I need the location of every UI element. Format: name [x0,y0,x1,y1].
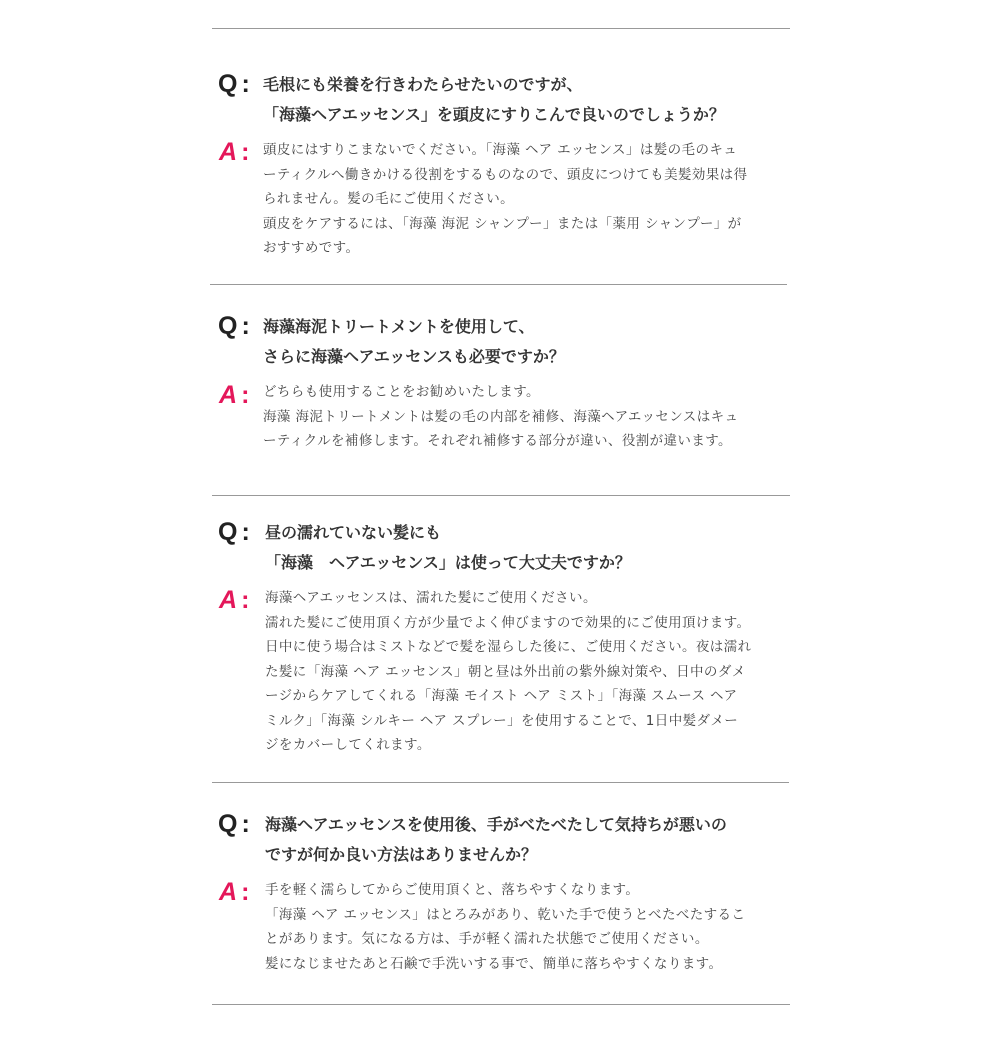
answer-marker: A : [219,138,250,166]
answer-line: られません。髪の毛にご使用ください。 [263,191,515,207]
answer-line: 髪になじませたあと石鹸で手洗いする事で、簡単に落ちやすくなります。 [265,955,723,972]
question-line: 海藻海泥トリートメントを使用して、 [263,317,535,336]
answer-line: どちらも使用することをお勧めいたします。 [263,384,540,400]
divider-bottom [212,1004,790,1005]
answer-line: 頭皮にはすりこまないでください。「海藻 ヘア エッセンス」は髪の毛のキュ [263,142,738,158]
answer-marker: A : [219,586,250,614]
answer-text [263,138,747,261]
answer-line: ーティクルへ働きかける役割をするものなので、頭皮につけても美髪効果は得 [263,166,748,183]
answer-line: 日中に使う場合はミストなどで髪を湿らした後に、ご使用ください。夜は濡れ [265,639,752,655]
question-line: 海藻ヘアエッセンスを使用後、手がべたべたして気持ちが悪いの [265,815,727,834]
answer-text [265,878,745,976]
answer-line: ジをカバーしてくれます。 [265,737,431,753]
question-line: 毛根にも栄養を行きわたらせたいのですが、 [263,75,583,94]
question-line: 「海藻ヘアエッセンス」を頭皮にすりこんで良いのでしょうか？ [263,105,725,124]
answer-line: 海藻ヘアエッセンスは、濡れた髪にご使用ください。 [265,590,597,606]
question-text [265,518,631,578]
question-line: さらに海藻ヘアエッセンスも必要ですか？ [263,347,565,366]
answer-line: 「海藻 ヘア エッセンス」はとろみがあり、乾いた手で使うとべたべたするこ [265,906,746,923]
answer-line: た髪に「海藻 ヘア エッセンス」朝と昼は外出前の紫外線対策や、日中のダメ [265,663,746,680]
question-marker: Q : [218,312,250,340]
answer-line: おすすめです。 [263,240,360,256]
answer-marker: A : [219,381,250,409]
divider-1 [210,284,787,285]
answer-line: 海藻 海泥トリートメントは髪の毛の内部を補修、海藻ヘアエッセンスはキュ [263,408,739,425]
answer-line: 頭皮をケアするには、「海藻 海泥 シャンプー」または「薬用 シャンプー」が [263,215,742,232]
answer-marker: A : [219,878,250,906]
question-line: 昼の濡れていない髪にも [265,523,442,542]
answer-text [263,380,738,454]
question-line: 「海藻 ヘアエッセンス」は使って大丈夫ですか？ [265,553,631,572]
answer-line: とがあります。気になる方は、手が軽く濡れた状態でご使用ください。 [265,931,709,947]
divider-3 [212,782,789,783]
answer-line: ージからケアしてくれる「海藻 モイスト ヘア ミスト」「海藻 スムース ヘア [265,688,738,704]
question-marker: Q : [218,810,250,838]
question-text [263,70,725,130]
question-text [265,810,727,870]
divider-2 [212,495,790,496]
answer-line: 手を軽く濡らしてからご使用頂くと、落ちやすくなります。 [265,882,640,898]
answer-line: ミルク」「海藻 シルキー ヘア スプレー」を使用することで、1日中髪ダメー [265,712,739,729]
answer-text [265,586,752,758]
answer-line: 濡れた髪にご使用頂く方が少量でよく伸びますので効果的にご使用頂けます。 [265,614,751,631]
divider-top [212,28,790,29]
question-marker: Q : [218,70,250,98]
question-text [263,312,565,372]
question-marker: Q : [218,518,250,546]
answer-line: ーティクルを補修します。それぞれ補修する部分が違い、役割が違います。 [263,433,732,449]
question-line: ですが何か良い方法はありませんか？ [265,845,538,864]
